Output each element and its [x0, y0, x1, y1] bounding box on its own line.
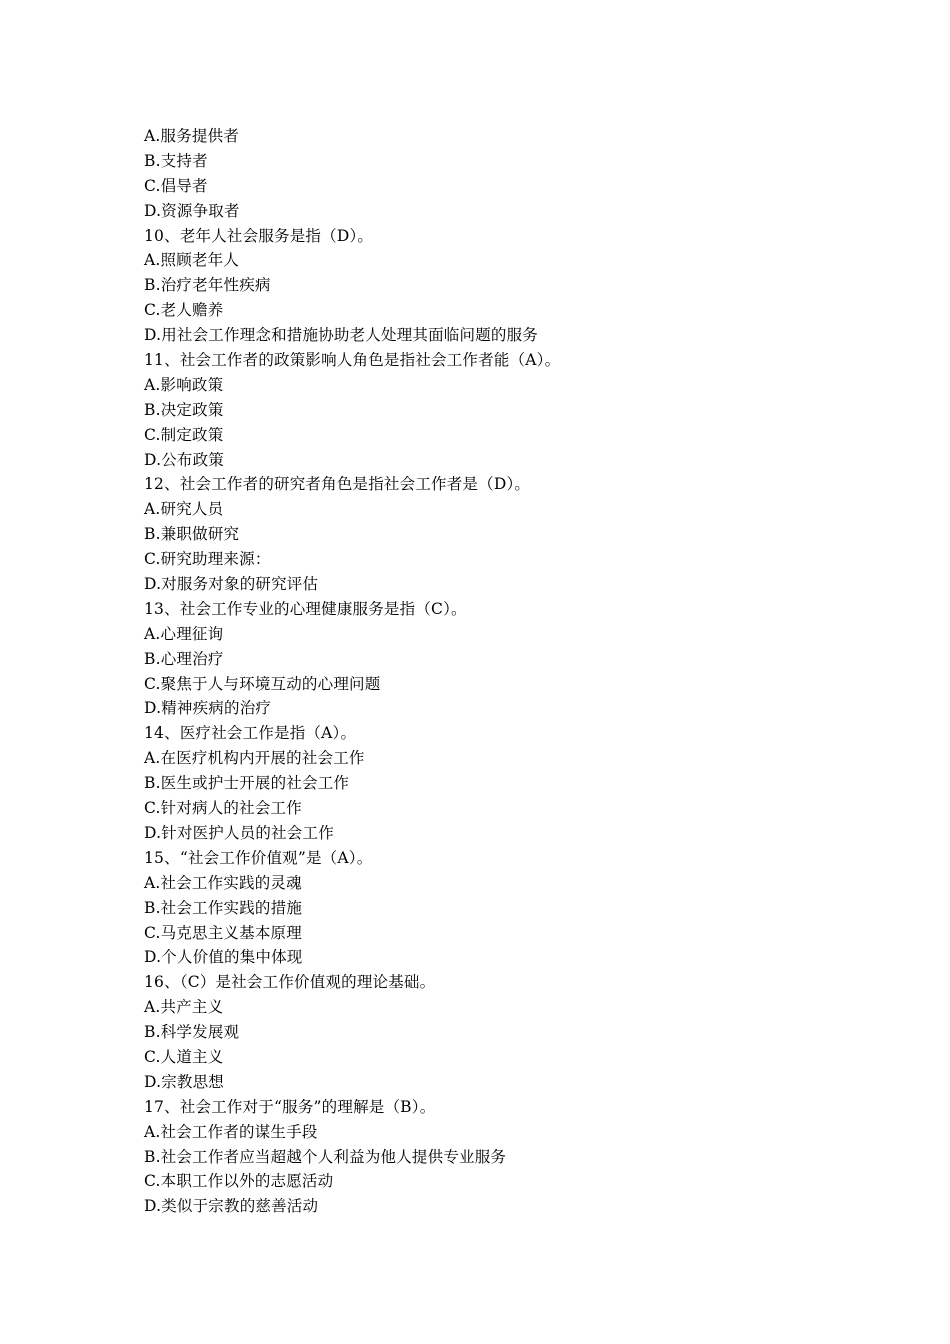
question-line: 14、医疗社会工作是指（A）。	[144, 724, 357, 743]
question-line: 11、社会工作者的政策影响人角色是指社会工作者能（A）。	[144, 351, 561, 370]
option-line: A.共产主义	[144, 998, 224, 1017]
option-line: B.支持者	[144, 151, 208, 170]
option-line: C.马克思主义基本原理	[144, 923, 302, 942]
option-line: B.心理治疗	[144, 649, 224, 668]
option-line: D.资源争取者	[144, 201, 240, 220]
question-line: 10、老年人社会服务是指（D）。	[144, 226, 374, 245]
question-line: 16、（C）是社会工作价值观的理论基础。	[144, 973, 436, 992]
option-line: D.针对医护人员的社会工作	[144, 823, 334, 842]
option-line: A.研究人员	[144, 500, 224, 519]
question-line: 12、社会工作者的研究者角色是指社会工作者是（D）。	[144, 475, 531, 494]
option-line: C.人道主义	[144, 1047, 224, 1066]
option-line: A.社会工作实践的灵魂	[144, 873, 302, 892]
option-line: C.研究助理来源：	[144, 550, 271, 569]
option-line: B.医生或护士开展的社会工作	[144, 774, 350, 793]
option-line: C.针对病人的社会工作	[144, 799, 302, 818]
option-line: A.在医疗机构内开展的社会工作	[144, 749, 365, 768]
option-line: B.科学发展观	[144, 1023, 240, 1042]
option-line: A.影响政策	[144, 375, 224, 394]
option-line: D.类似于宗教的慈善活动	[144, 1197, 319, 1216]
option-line: A.心理征询	[144, 624, 224, 643]
option-line: D.个人价值的集中体现	[144, 948, 303, 967]
option-line: D.宗教思想	[144, 1072, 225, 1091]
option-line: B.决定政策	[144, 400, 224, 419]
option-line: A.服务提供者	[144, 127, 240, 145]
option-line: C.本职工作以外的志愿活动	[144, 1172, 334, 1191]
question-line: 13、社会工作专业的心理健康服务是指（C）。	[144, 599, 467, 618]
option-line: B.兼职做研究	[144, 525, 240, 544]
option-line: A.照顾老年人	[144, 251, 240, 270]
question-list	[144, 124, 844, 1219]
option-line: D.公布政策	[144, 450, 225, 469]
option-line: C.老人赡养	[144, 301, 224, 320]
option-line: C.制定政策	[144, 425, 224, 444]
option-line: B.社会工作实践的措施	[144, 898, 303, 917]
option-line: B.社会工作者应当超越个人利益为他人提供专业服务	[144, 1147, 507, 1166]
option-line: B.治疗老年性疾病	[144, 276, 271, 295]
option-line: D.精神疾病的治疗	[144, 699, 272, 718]
option-line: C.聚焦于人与环境互动的心理问题	[144, 674, 381, 693]
option-line: C.倡导者	[144, 176, 208, 195]
question-line: 17、社会工作对于“服务”的理解是（B）。	[144, 1097, 436, 1116]
option-line: D.用社会工作理念和措施协助老人处理其面临问题的服务	[144, 326, 539, 345]
option-line: D.对服务对象的研究评估	[144, 575, 319, 594]
option-line: A.社会工作者的谋生手段	[144, 1122, 318, 1141]
question-line: 15、“社会工作价值观”是（A）。	[144, 848, 373, 867]
